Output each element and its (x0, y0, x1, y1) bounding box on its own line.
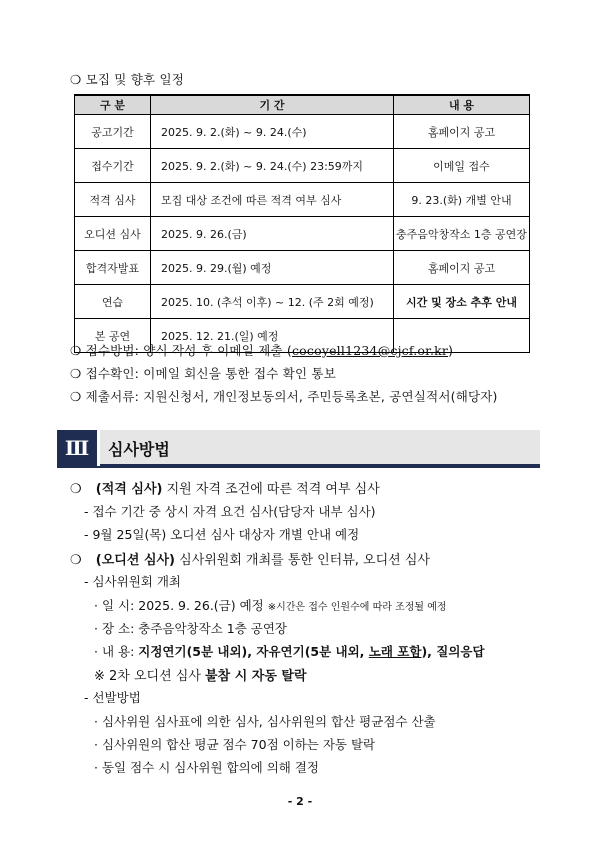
row-period: 2025. 9. 2.(화) ~ 9. 24.(수) 23:59까지 (151, 149, 394, 183)
bullet-marker: ❍ (70, 553, 82, 568)
submission-confirm: ❍ 접수확인: 이메일 회신을 통한 접수 확인 통보 (70, 366, 336, 381)
content-free: 자유연기(5분 내외, (256, 644, 369, 659)
absence-note-text: ※ 2차 오디션 심사 (94, 669, 206, 684)
qualification-item-2: - 9월 25일(목) 오디션 심사 대상자 개별 안내 예정 (84, 527, 360, 542)
content-qa: 질의응답 (436, 644, 485, 659)
header-content: 내 용 (394, 95, 530, 115)
content-close: ) (421, 644, 428, 659)
email-link[interactable]: cocoyell1234@cjcf.or.kr (291, 343, 449, 358)
table-row (75, 285, 530, 319)
content-label: · 내 용: (94, 644, 139, 659)
page-number: - 2 - (287, 795, 313, 808)
section-divider (57, 466, 540, 468)
row-content: 시간 및 장소 추후 안내 (394, 285, 530, 319)
selection-item-3: · 동일 점수 시 심사위원 합의에 의해 결정 (94, 760, 319, 775)
submission-documents: ❍ 제출서류: 지원신청서, 개인정보동의서, 주민등록초본, 공연실적서(해당자) (70, 389, 498, 404)
row-content: 홈페이지 공고 (394, 251, 530, 285)
submission-method (70, 341, 453, 359)
row-content: 충주음악창작소 1층 공연장 (394, 217, 530, 251)
table-header-row (75, 95, 530, 115)
row-label: 합격자발표 (75, 251, 151, 285)
row-label: 연습 (75, 285, 151, 319)
qualification-heading (70, 478, 380, 497)
section-title: 심사방법 (108, 440, 170, 459)
audition-date-note: ※시간은 접수 인원수에 따라 조정될 예정 (267, 602, 447, 613)
qualification-text: 지원 자격 조건에 따른 적격 여부 심사 (162, 482, 380, 497)
content-separator: , (427, 644, 437, 659)
table-row (75, 183, 530, 217)
qualification-label: (적격 심사) (95, 482, 163, 497)
table-row (75, 149, 530, 183)
row-content: 9. 23.(화) 개별 안내 (394, 183, 530, 217)
committee-item: - 심사위원회 개최 (84, 574, 181, 589)
row-label: 오디션 심사 (75, 217, 151, 251)
content-designated: 지정연기(5분 내외) (138, 644, 248, 659)
schedule-heading: ❍ 모집 및 향후 일정 (70, 72, 185, 87)
schedule-table (74, 94, 530, 353)
audition-date (94, 596, 447, 614)
submission-method-close: ) (448, 343, 454, 358)
row-period: 2025. 9. 29.(월) 예정 (151, 251, 394, 285)
absence-note (94, 665, 307, 684)
audition-heading (70, 549, 430, 568)
table-row (75, 251, 530, 285)
absence-note-bold: 불참 시 자동 탈락 (205, 669, 307, 684)
selection-item-1: · 심사위원 심사표에 의한 심사, 심사위원의 합산 평균점수 산출 (94, 714, 436, 729)
selection-heading: - 선발방법 (84, 690, 141, 705)
audition-place: · 장 소: 충주음악창작소 1층 공연장 (94, 621, 287, 636)
header-period: 기 간 (151, 95, 394, 115)
row-period: 2025. 12. 21.(일) 예정 (151, 319, 394, 353)
table-row (75, 115, 530, 149)
row-label: 본 공연 (75, 319, 151, 353)
row-period: 2025. 10. (추석 이후) ~ 12. (주 2회 예정) (151, 285, 394, 319)
row-content: 이메일 접수 (394, 149, 530, 183)
row-period: 2025. 9. 2.(화) ~ 9. 24.(수) (151, 115, 394, 149)
row-label: 공고기간 (75, 115, 151, 149)
audition-label: (오디션 심사) (95, 553, 175, 568)
row-content: 홈페이지 공고 (394, 115, 530, 149)
audition-date-text: · 일 시: 2025. 9. 26.(금) 예정 (94, 598, 268, 613)
row-period: 모집 대상 조건에 따른 적격 여부 심사 (151, 183, 394, 217)
submission-method-text: ❍ 접수방법: 양식 작성 후 이메일 제출 ( (70, 343, 292, 358)
selection-item-2: · 심사위원의 합산 평균 점수 70점 이하는 자동 탈락 (94, 737, 376, 752)
row-label: 접수기간 (75, 149, 151, 183)
table-row (75, 217, 530, 251)
section-number-badge: Ⅲ (57, 430, 97, 466)
content-separator: , (247, 644, 257, 659)
header-category: 구 분 (75, 95, 151, 115)
audition-text: 심사위원회 개최를 통한 인터뷰, 오디션 심사 (175, 553, 430, 568)
row-period: 2025. 9. 26.(금) (151, 217, 394, 251)
qualification-item-1: - 접수 기간 중 상시 자격 요건 심사(담당자 내부 심사) (84, 504, 376, 519)
row-label: 적격 심사 (75, 183, 151, 217)
bullet-marker: ❍ (70, 482, 82, 497)
audition-content (94, 642, 485, 660)
content-song: 노래 포함 (368, 644, 422, 659)
